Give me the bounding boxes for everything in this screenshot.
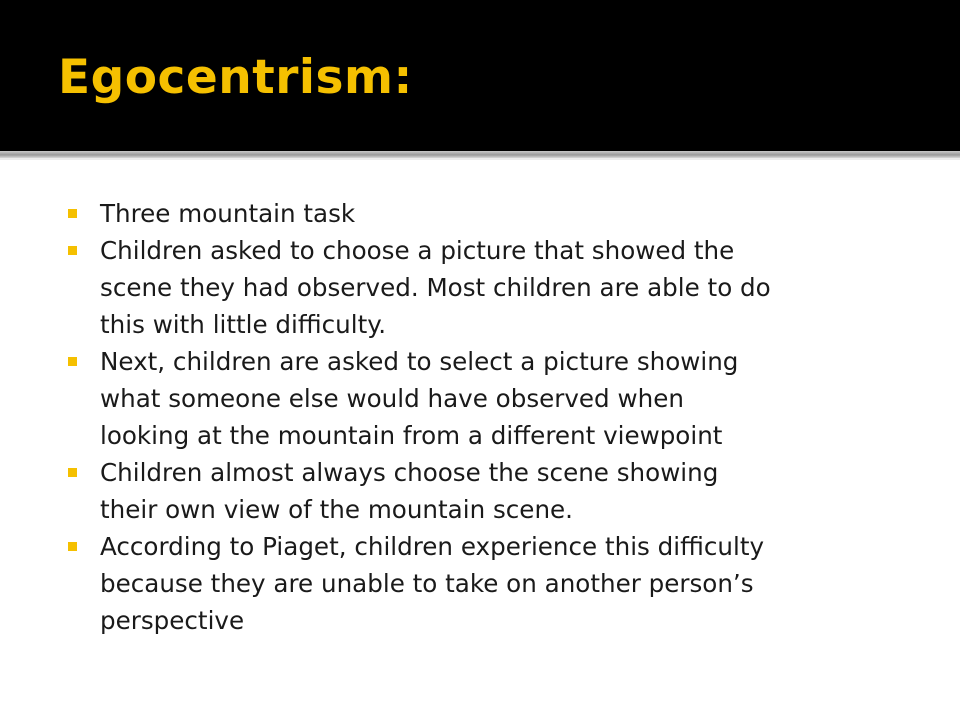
- slide-title: Egocentrism:: [58, 50, 413, 105]
- bullet-item: [68, 232, 918, 343]
- bullet-text-line: perspective: [100, 606, 245, 635]
- bullet-item: [68, 195, 918, 232]
- bullet-text-line: Three mountain task: [100, 199, 356, 228]
- bullet-text-line: their own view of the mountain scene.: [100, 495, 573, 524]
- square-bullet-icon: [68, 246, 77, 255]
- title-bar: [0, 0, 960, 151]
- bullet-text-line: Next, children are asked to select a picture showing: [100, 347, 739, 376]
- bullet-text-line: According to Piaget, children experience this difficulty: [100, 532, 765, 561]
- bullet-text-line: this with little difficulty.: [100, 310, 387, 339]
- square-bullet-icon: [68, 209, 77, 218]
- title-divider: [0, 151, 960, 158]
- bullet-text-line: looking at the mountain from a different viewpoint: [100, 421, 723, 450]
- square-bullet-icon: [68, 357, 77, 366]
- bullet-item: [68, 343, 918, 454]
- title-divider-highlight: [0, 158, 960, 160]
- bullet-text-line: because they are unable to take on another person’s: [100, 569, 754, 598]
- bullet-text-line: Children almost always choose the scene showing: [100, 458, 719, 487]
- bullet-item: [68, 454, 918, 528]
- bullet-list: [68, 195, 918, 639]
- square-bullet-icon: [68, 542, 77, 551]
- bullet-text-line: scene they had observed. Most children are able to do: [100, 273, 771, 302]
- square-bullet-icon: [68, 468, 77, 477]
- bullet-item: [68, 528, 918, 639]
- bullet-text-line: Children asked to choose a picture that showed the: [100, 236, 735, 265]
- bullet-text-line: what someone else would have observed when: [100, 384, 684, 413]
